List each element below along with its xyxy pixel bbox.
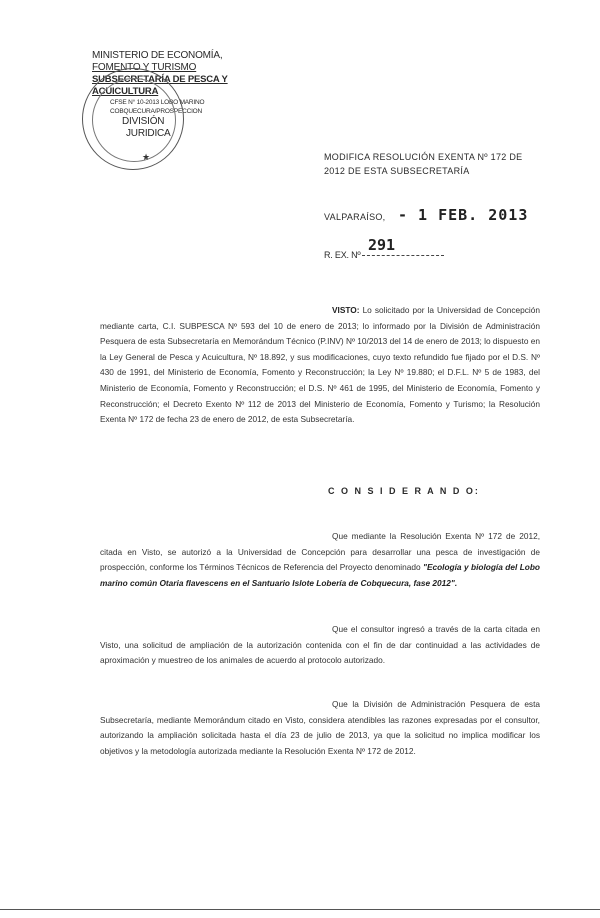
division-label-2: JURIDICA	[126, 128, 171, 139]
place-label: VALPARAÍSO,	[324, 212, 386, 222]
resolution-label: R. EX. Nº	[324, 250, 361, 260]
resolution-number-block	[324, 236, 524, 263]
considerando-paragraph-2	[100, 622, 540, 669]
subsecretaria-name: SUBSECRETARÍA DE PESCA Y ACUICULTURA	[92, 74, 228, 97]
resolution-number-underline	[362, 255, 444, 256]
project-title: "Ecología y biología del Lobo marino común Otaria flavescens en el Santuario Islote Lobería de Cobquecura, fase 2012".	[100, 562, 540, 588]
considerando-p2-text: Que el consultor ingresó a través de la carta citada en Visto, una solicitud de ampliación de la autorización contenida con el fin de dar continuidad a las actividades de aproximación y muestreo de los animales de acuerdo al protocolo autorizado.	[100, 624, 540, 666]
reference-line: CFSE N° 10-2013 LOBO MARINO	[110, 99, 205, 106]
considerando-paragraph-1	[100, 529, 540, 591]
subject-block	[324, 150, 554, 178]
considerando-p1-text: Que mediante la Resolución Exenta Nº 172 de 2012, citada en Visto, se autorizó a la Universidad de Concepción para desarrollar una pesca de investigación de prospección, conforme los Términos Técnicos de Referencia del Proyecto denominado	[100, 531, 540, 573]
visto-label: VISTO:	[332, 305, 360, 315]
seal-star-icon: ★	[142, 152, 151, 162]
subject-line-1: MODIFICA RESOLUCIÓN EXENTA Nº 172 DE	[324, 152, 523, 162]
reference-line-2: COBQUECURA/PROSPECCION	[110, 108, 203, 115]
page-bottom-edge	[0, 909, 600, 910]
resolution-number: 291	[368, 236, 396, 254]
considerando-heading: C O N S I D E R A N D O:	[328, 486, 480, 496]
place-date	[324, 206, 564, 225]
considerando-paragraph-3	[100, 697, 540, 759]
considerando-p3-text: Que la División de Administración Pesquera de esta Subsecretaría, mediante Memorándum citado en Visto, considera atendibles las razones expresadas por el consultor, autorizando la ampliación solicitada hasta el día 23 de julio de 2013, ya que la solicitud no implica modificar los objetivos y la metodología autorizada mediante la Resolución Exenta Nº 172 de 2012.	[100, 699, 540, 756]
division-label: DIVISIÓN	[122, 116, 165, 127]
ministry-name: MINISTERIO DE ECONOMÍA,	[92, 50, 223, 61]
ministry-name-2: FOMENTO Y TURISMO	[92, 62, 197, 73]
official-seal-inner-ring	[92, 78, 176, 162]
date-stamp: - 1 FEB. 2013	[397, 206, 529, 224]
visto-text: Lo solicitado por la Universidad de Concepción mediante carta, C.I. SUBPESCA Nº 593 del 10 de enero de 2013; lo informado por la División de Administración Pesquera de esta Subsecretaría en Memorándum Técnico (P.INV) Nº 10/2013 del 14 de enero de 2013; lo dispuesto en la Ley General de Pesca y Acuicultura, Nº 18.892, y sus modificaciones, cuyo texto refundido fue fijado por el D.S. Nº 430 de 1991, del Ministerio de Economía, Fomento y Reconstrucción; la Ley Nº 19.880; el D.F.L. Nº 5 de 1983, del Ministerio de Economía, Fomento y Reconstrucción; el D.S. Nº 461 de 1995, del Ministerio de Economía, Fomento y Reconstrucción; el Decreto Exento Nº 112 de 2013 del Ministerio de Economía, Fomento y Turismo; la Resolución Exenta Nº 172 de fecha 23 de enero de 2012, de esta Subsecretaría.	[100, 305, 540, 425]
visto-paragraph	[100, 303, 540, 428]
subject-line-2: 2012 DE ESTA SUBSECRETARÍA	[324, 166, 470, 176]
